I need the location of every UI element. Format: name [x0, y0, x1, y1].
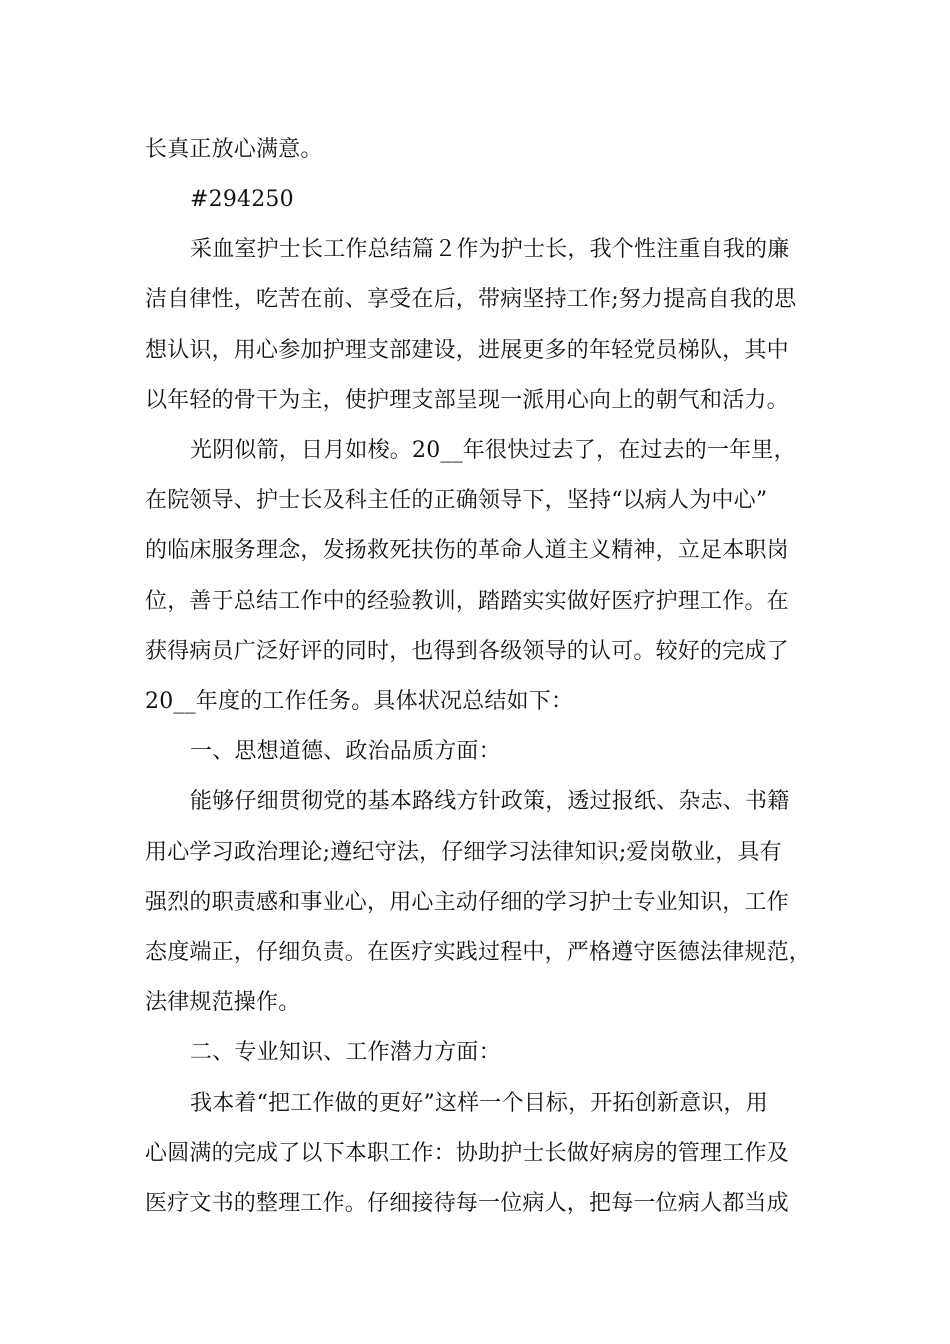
paragraph-line: 以年轻的骨干为主，使护理支部呈现一派用心向上的朝气和活力。	[145, 388, 789, 413]
paragraph-line: 态度端正，仔细负责。在医疗实践过程中，严格遵守医德法律规范，	[145, 940, 812, 965]
paragraph-line: 在院领导、护士长及科主任的正确领导下，坚持“以病人为中心”	[145, 488, 768, 513]
paragraph-line: 医疗文书的整理工作。仔细接待每一位病人，把每一位病人都当成	[145, 1191, 789, 1216]
paragraph-line: 用心学习政治理论;遵纪守法，仔细学习法律知识;爱岗敬业，具有	[145, 840, 782, 865]
paragraph-line: 光阴似箭，日月如梭。20__年很快过去了，在过去的一年里，	[190, 438, 796, 463]
paragraph-line: 我本着“把工作做的更好”这样一个目标，开拓创新意识，用	[190, 1091, 768, 1116]
paragraph-line: 20__年度的工作任务。具体状况总结如下：	[145, 689, 574, 714]
paragraph-line: 获得病员广泛好评的同时，也得到各级领导的认可。较好的完成了	[145, 639, 789, 664]
paragraph-line: 强烈的职责感和事业心，用心主动仔细的学习护士专业知识，工作	[145, 890, 789, 915]
paragraph-line: 的临床服务理念，发扬救死扶伤的革命人道主义精神，立足本职岗	[145, 538, 789, 563]
paragraph-line: 法律规范操作。	[145, 990, 301, 1015]
paragraph-line: 洁自律性，吃苦在前、享受在后，带病坚持工作;努力提高自我的思	[145, 287, 797, 312]
section-heading: 一、思想道德、政治品质方面：	[190, 739, 501, 764]
paragraph-line: 能够仔细贯彻党的基本路线方针政策，透过报纸、杂志、书籍	[190, 789, 790, 814]
paragraph-line: 心圆满的完成了以下本职工作：协助护士长做好病房的管理工作及	[145, 1141, 789, 1166]
paragraph-line: 位，善于总结工作中的经验教训，踏踏实实做好医疗护理工作。在	[145, 589, 789, 614]
paragraph-line: 长真正放心满意。	[145, 137, 323, 162]
paragraph-line: 想认识，用心参加护理支部建设，进展更多的年轻党员梯队，其中	[145, 338, 789, 363]
section-heading: 二、专业知识、工作潜力方面：	[190, 1040, 501, 1065]
document-id: #294250	[190, 187, 294, 212]
paragraph-line: 采血室护士长工作总结篇２作为护士长，我个性注重自我的廉	[190, 237, 790, 262]
